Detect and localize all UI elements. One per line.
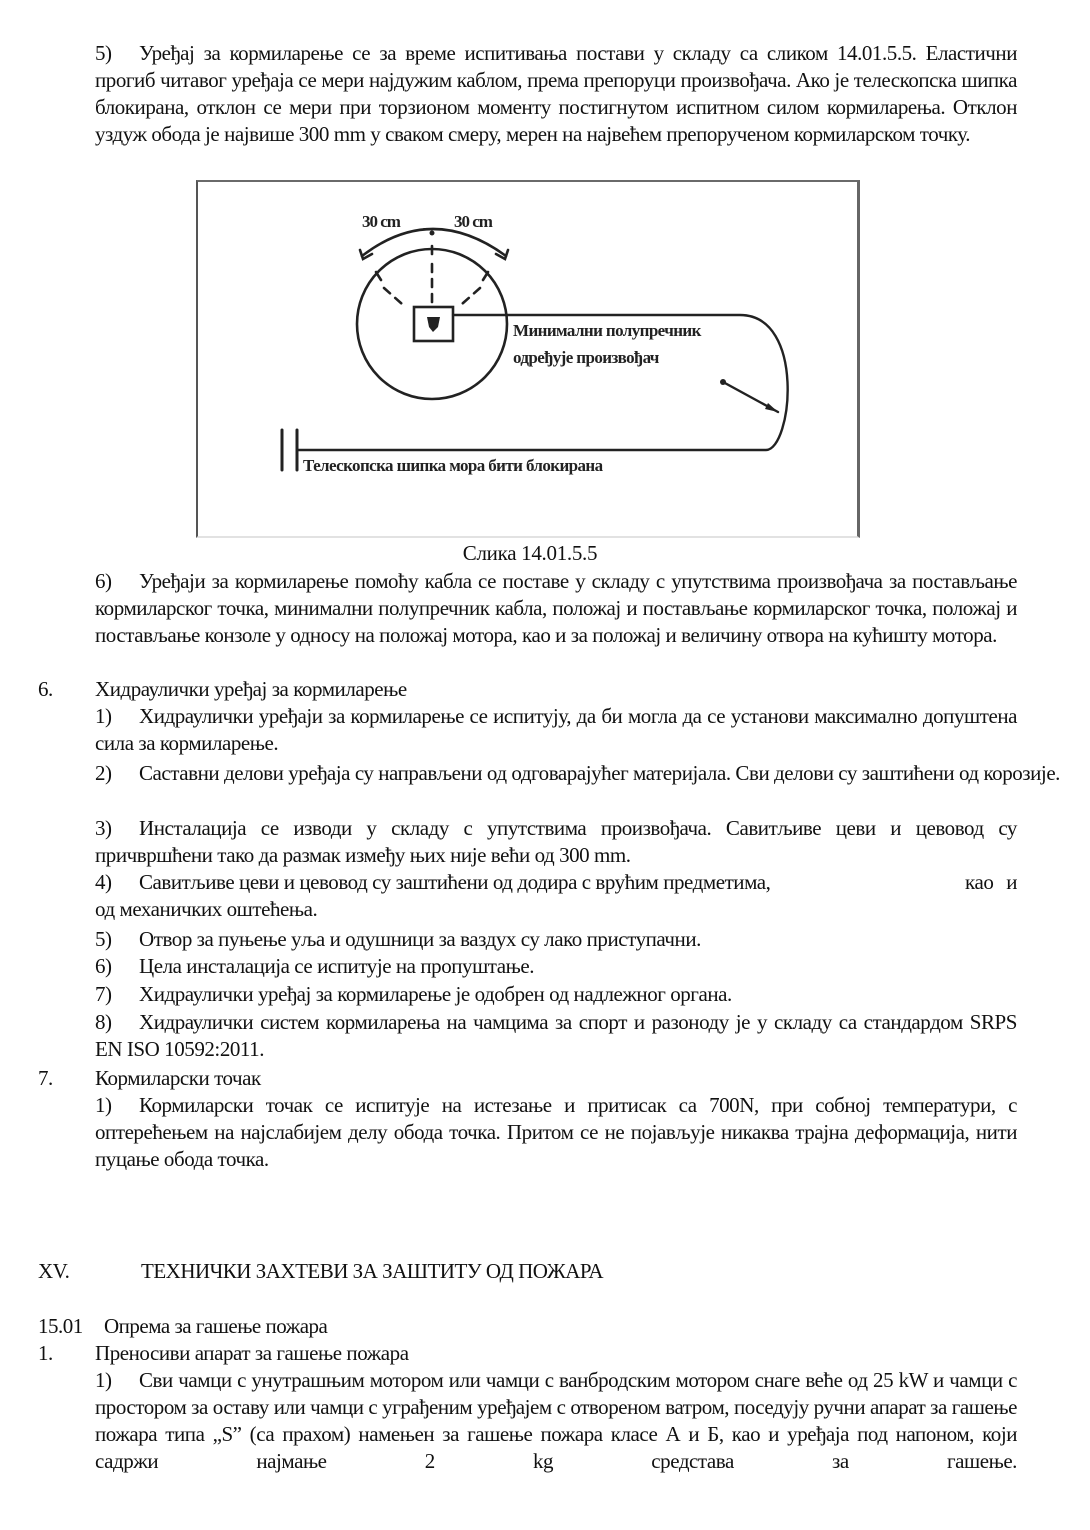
subsection-number: 15.01 xyxy=(38,1314,83,1338)
label-30cm-right: 30 cm xyxy=(454,212,492,231)
section-6-item-5: 5) Отвор за пуњење уља и одушници за ваздух су лако приступачни. xyxy=(95,927,701,951)
xv-item-1-sub-1: 1) Сви чамци с унутрашњим мотором или чамци с ванбродским мотором снаге веће од 25 kW и чамци с простором за оставу или чамци с уграђеним уређајем с отвореном ватром, поседују ручни апарат за гашење пожара типа „S” (са прахом) намењен за гашење пожара класе А и Б, као и уређаја под напоном, који садржи најмање 2 kg средстава за гашење. xyxy=(95,1368,1017,1473)
steering-shaft-icon xyxy=(427,317,440,332)
label-30cm-left: 30 cm xyxy=(362,212,400,231)
section-6-title: Хидраулички уређај за кормиларење xyxy=(95,677,407,701)
item-text: Уређај за кормиларење се за време испитивања постави у складу са сликом 14.01.5.5. Еластични прогиб читавог уређаја се мери најдужим каблом, према препоруци произвођача. Ако је телескопска шипка блокирана, отклон се мери при торзионом моменту постигнутом испитном силом кормиларења. Отклон уздуж обода је највише 300 mm у сваком смеру, мерен на највећем препорученом кормиларском точку. xyxy=(95,41,1017,146)
section-6-item-7: 7) Хидраулички уређај за кормиларење је одобрен од надлежног органа. xyxy=(95,982,732,1006)
subsection-title: Опрема за гашење пожара xyxy=(104,1314,328,1338)
chapter-number: XV. xyxy=(38,1259,70,1283)
section-6-item-1: 1) Хидраулички уређаји за кормиларење се испитују, да би могла да се установи максимално допуштена сила за кормиларење. xyxy=(95,704,1017,755)
rod-note: Телескопска шипка мора бити блокирана xyxy=(303,456,603,475)
figure-caption: Слика 14.01.5.5 xyxy=(462,541,598,565)
section-6-item-6: 6) Цела инсталација се испитује на пропуштање. xyxy=(95,954,535,978)
xv-item-1-title: Преносиви апарат за гашење пожара xyxy=(95,1341,409,1365)
item-label: 5) xyxy=(95,41,112,65)
radius-note-line2: одређује произвођач xyxy=(513,348,659,367)
steering-diagram xyxy=(196,180,860,538)
xv-item-1-number: 1. xyxy=(38,1341,53,1365)
section-7-number: 7. xyxy=(38,1066,53,1090)
arrowhead-icon xyxy=(765,403,778,412)
radius-note-line1: Минимални полупречник xyxy=(513,321,701,340)
paragraph-item-6 xyxy=(95,568,1017,649)
section-7-item-1: 1) Кормиларски точак се испитује на истезање и притисак са 700N, при собној температури, с оптерећењем на најслабијем делу обода точка. Притом се не појављује никаква трајна деформација, нити пуцање обода точка. xyxy=(95,1093,1017,1171)
section-6-item-4: 4) Савитљиве цеви и цевовод су заштићени од додира с врућим предметима, као и од механичких оштећења. xyxy=(95,870,1017,921)
section-6-item-3: 3) Инсталација се изводи у складу с упутствима произвођача. Савитљиве цеви и цевовод су причвршћени тако да размак између њих није већи од 300 mm. xyxy=(95,816,1017,867)
chapter-title: ТЕХНИЧКИ ЗАХТЕВИ ЗА ЗАШТИТУ ОД ПОЖАРА xyxy=(141,1259,604,1283)
item-label: 6) xyxy=(95,569,112,593)
steering-test-figure xyxy=(196,180,860,538)
section-6-number: 6. xyxy=(38,677,53,701)
paragraph-item-5 xyxy=(95,40,1017,148)
item-text: Уређаји за кормиларење помоћу кабла се поставе у складу с упутствима произвођача за постављање кормиларског точка, минимални полупречник кабла, положај и постављање кормиларског точка, положај и постављање конзоле у односу на положај мотора, као и за положај и величину отвора на кућишту мотора. xyxy=(95,569,1017,647)
section-6-item-8: 8) Хидраулички систем кормиларења на чамцима за спорт и разоноду је у складу са стандардом SRPS EN ISO 10592:2011. xyxy=(95,1010,1017,1061)
section-6-item-2: 2) Саставни делови уређаја су направљени од одговарајућег материјала. Сви делови су заштићени од корозије. xyxy=(95,761,1060,785)
section-7-title: Кормиларски точак xyxy=(95,1066,261,1090)
